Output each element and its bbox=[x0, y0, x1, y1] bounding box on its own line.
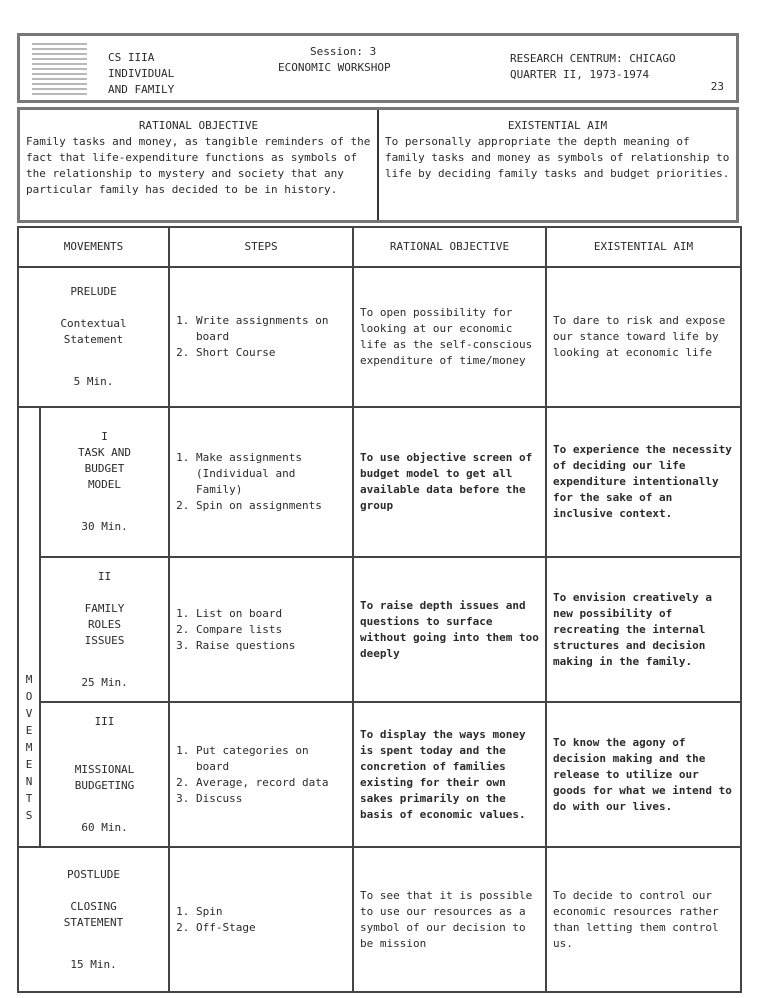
existential-aim-title: EXISTENTIAL AIM bbox=[507, 119, 608, 132]
workshop-title: ECONOMIC WORKSHOP bbox=[278, 61, 391, 74]
steps-list bbox=[176, 606, 346, 654]
logo-stamp bbox=[32, 40, 87, 95]
side-label-text: M O V E M E N T S bbox=[25, 673, 33, 822]
steps-cell bbox=[169, 557, 353, 702]
steps-cell bbox=[169, 847, 353, 992]
movement-time: 15 Min. bbox=[70, 957, 117, 971]
existential-cell: To dare to risk and expose our stance toward life by looking at economic life bbox=[546, 267, 741, 407]
step-item: 2. Average, record data bbox=[196, 775, 346, 791]
header-steps: STEPS bbox=[169, 227, 353, 267]
movement-name: I TASK AND BUDGET MODEL bbox=[78, 430, 131, 491]
movement-name: PRELUDE Contextual Statement bbox=[60, 285, 127, 346]
course-line-3: AND FAMILY bbox=[108, 83, 175, 96]
movement-cell bbox=[40, 702, 169, 847]
header-movements: MOVEMENTS bbox=[18, 227, 169, 267]
existential-aim bbox=[379, 110, 736, 220]
step-item: 2. Short Course bbox=[196, 345, 346, 361]
side-label bbox=[18, 407, 40, 847]
course-line-2: INDIVIDUAL bbox=[108, 67, 175, 80]
table-row bbox=[18, 557, 741, 702]
steps-list bbox=[176, 313, 346, 361]
rational-cell: To use objective screen of budget model to get all available data before the group bbox=[353, 407, 546, 557]
movement-name: POSTLUDE CLOSING STATEMENT bbox=[63, 867, 124, 929]
movement-cell bbox=[18, 267, 169, 407]
movement-name: III MISSIONAL BUDGETING bbox=[74, 714, 135, 792]
objectives-box bbox=[17, 107, 739, 223]
header-rational: RATIONAL OBJECTIVE bbox=[353, 227, 546, 267]
table-row bbox=[18, 847, 741, 992]
movements-table bbox=[17, 226, 742, 993]
quarter: QUARTER II, 1973-1974 bbox=[510, 68, 650, 81]
movement-cell bbox=[40, 557, 169, 702]
step-item: 1. Make assignments (Individual and Family) bbox=[196, 450, 346, 498]
movement-time: 25 Min. bbox=[81, 675, 128, 689]
movement-time: 30 Min. bbox=[81, 520, 128, 533]
step-item: 1. Spin bbox=[196, 904, 346, 920]
table-row bbox=[18, 407, 741, 557]
step-item: 1. Put categories on board bbox=[196, 743, 346, 775]
rational-objective-title: RATIONAL OBJECTIVE bbox=[138, 119, 259, 132]
steps-cell bbox=[169, 407, 353, 557]
step-item: 3. Discuss bbox=[196, 791, 346, 807]
movement-name: II FAMILY ROLES ISSUES bbox=[84, 569, 125, 647]
header-band bbox=[17, 33, 739, 103]
step-item: 3. Raise questions bbox=[196, 638, 346, 654]
movement-cell bbox=[40, 407, 169, 557]
step-item: 1. Write assignments on board bbox=[196, 313, 346, 345]
centrum: RESEARCH CENTRUM: CHICAGO bbox=[510, 52, 676, 65]
table-row bbox=[18, 267, 741, 407]
rational-cell: To open possibility for looking at our economic life as the self-conscious expenditure of time/money bbox=[353, 267, 546, 407]
session: Session: 3 bbox=[310, 45, 377, 58]
steps-cell bbox=[169, 267, 353, 407]
existential-aim-text: To personally appropriate the depth meaning of family tasks and money as symbols of relationship to life by deciding family tasks and budget priorities. bbox=[385, 135, 730, 180]
movement-cell bbox=[18, 847, 169, 992]
rational-objective bbox=[20, 110, 379, 220]
step-item: 2. Compare lists bbox=[196, 622, 346, 638]
course-line-1: CS IIIA bbox=[108, 51, 155, 64]
rational-objective-text: Family tasks and money, as tangible reminders of the fact that life-expenditure functions as symbols of the relationship to mystery and society that any particular family has decided to be in history. bbox=[26, 135, 371, 196]
existential-cell: To envision creatively a new possibility of recreating the internal structures and decision making in the family. bbox=[546, 557, 741, 702]
movement-time: 60 Min. bbox=[81, 820, 128, 834]
table-row bbox=[18, 702, 741, 847]
step-item: 2. Spin on assignments bbox=[196, 498, 346, 514]
existential-cell: To experience the necessity of deciding our life expenditure intentionally for the sake of an inclusive context. bbox=[546, 407, 741, 557]
existential-cell: To know the agony of decision making and the release to utilize our goods for what we intend to do with our lives. bbox=[546, 702, 741, 847]
header-existential: EXISTENTIAL AIM bbox=[546, 227, 741, 267]
steps-list bbox=[176, 743, 346, 807]
movement-time: 5 Min. bbox=[73, 375, 114, 388]
page-number: 23 bbox=[710, 80, 724, 93]
steps-list bbox=[176, 450, 346, 514]
rational-cell: To raise depth issues and questions to surface without going into them too deeply bbox=[353, 557, 546, 702]
table-header bbox=[18, 227, 741, 267]
steps-cell bbox=[169, 702, 353, 847]
step-item: 1. List on board bbox=[196, 606, 346, 622]
rational-cell: To see that it is possible to use our resources as a symbol of our decision to be mission bbox=[353, 847, 546, 992]
steps-list bbox=[176, 904, 346, 936]
existential-cell: To decide to control our economic resources rather than letting them control us. bbox=[546, 847, 741, 992]
rational-cell: To display the ways money is spent today and the concretion of families existing for their own sakes primarily on the basis of economic values. bbox=[353, 702, 546, 847]
step-item: 2. Off-Stage bbox=[196, 920, 346, 936]
